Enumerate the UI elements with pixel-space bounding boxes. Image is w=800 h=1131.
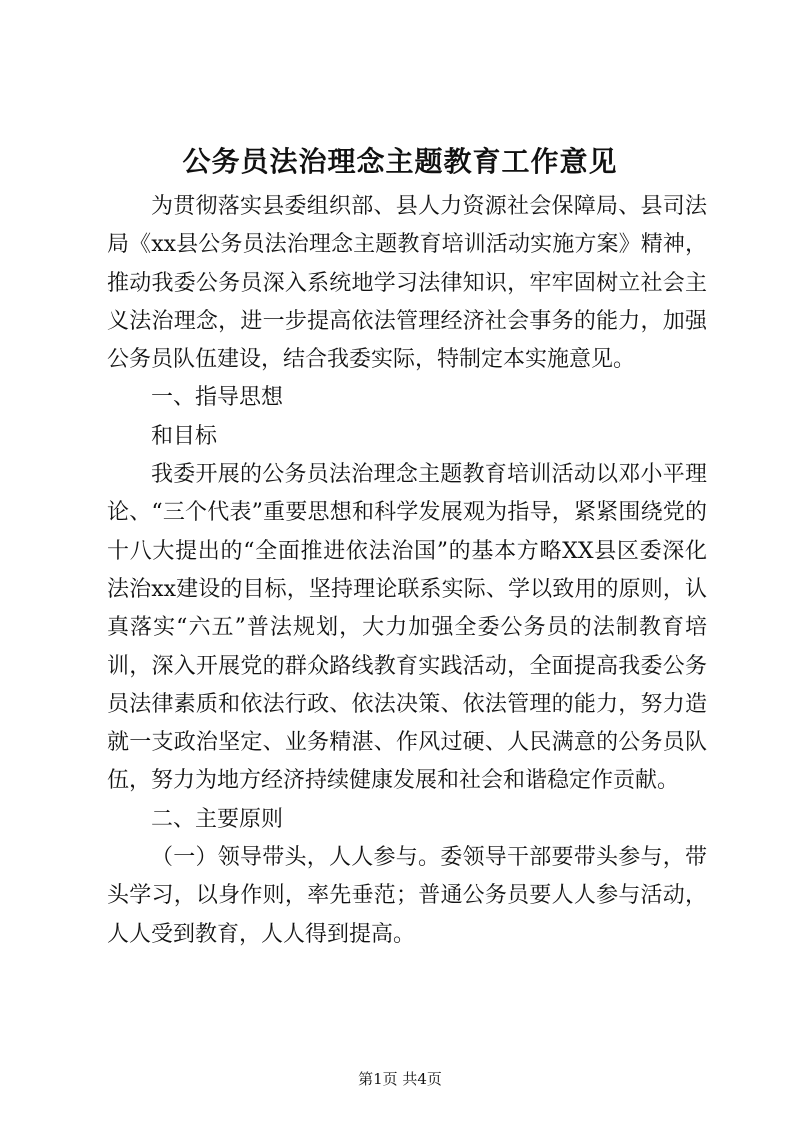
guiding-thought-paragraph: 我委开展的公务员法治理念主题教育培训活动以邓小平理论、“三个代表”重要思想和科学发展观为指导，紧紧围绕党的十八大提出的“全面推进依法治国”的基本方略XX县区委深化法治xx建设的目标，坚持理论联系实际、学以致用的原则，认真落实“六五”普法规划，大力加强全委公务员的法制教育培训，深入开展党的群众路线教育实践活动，全面提高我委公务员法律素质和依法行政、依法决策、依法管理的能力，努力造就一支政治坚定、业务精湛、作风过硬、人民满意的公务员队伍，努力为地方经济持续健康发展和社会和谐稳定作贡献。 xyxy=(107,462,707,794)
document-body xyxy=(107,188,707,954)
principle-one-paragraph: （一）领导带头，人人参与。委领导干部要带头参与，带头学习，以身作则，率先垂范；普通公务员要人人参与活动，人人受到教育，人人得到提高。 xyxy=(107,845,707,947)
document-title: 公务员法治理念主题教育工作意见 xyxy=(182,145,618,178)
intro-paragraph: 为贯彻落实县委组织部、县人力资源社会保障局、县司法局《xx县公务员法治理念主题教育培训活动实施方案》精神，推动我委公务员深入系统地学习法律知识，牢牢固树立社会主义法治理念，进一步提高依法管理经济社会事务的能力，加强公务员队伍建设，结合我委实际，特制定本实施意见。 xyxy=(107,194,707,373)
section-heading-continuation: 和目标 xyxy=(151,423,218,449)
section-heading-guiding-thought: 一、指导思想 xyxy=(151,385,284,411)
page-footer: 第1页 共4页 xyxy=(358,1070,442,1088)
section-heading-main-principles: 二、主要原则 xyxy=(151,806,284,832)
